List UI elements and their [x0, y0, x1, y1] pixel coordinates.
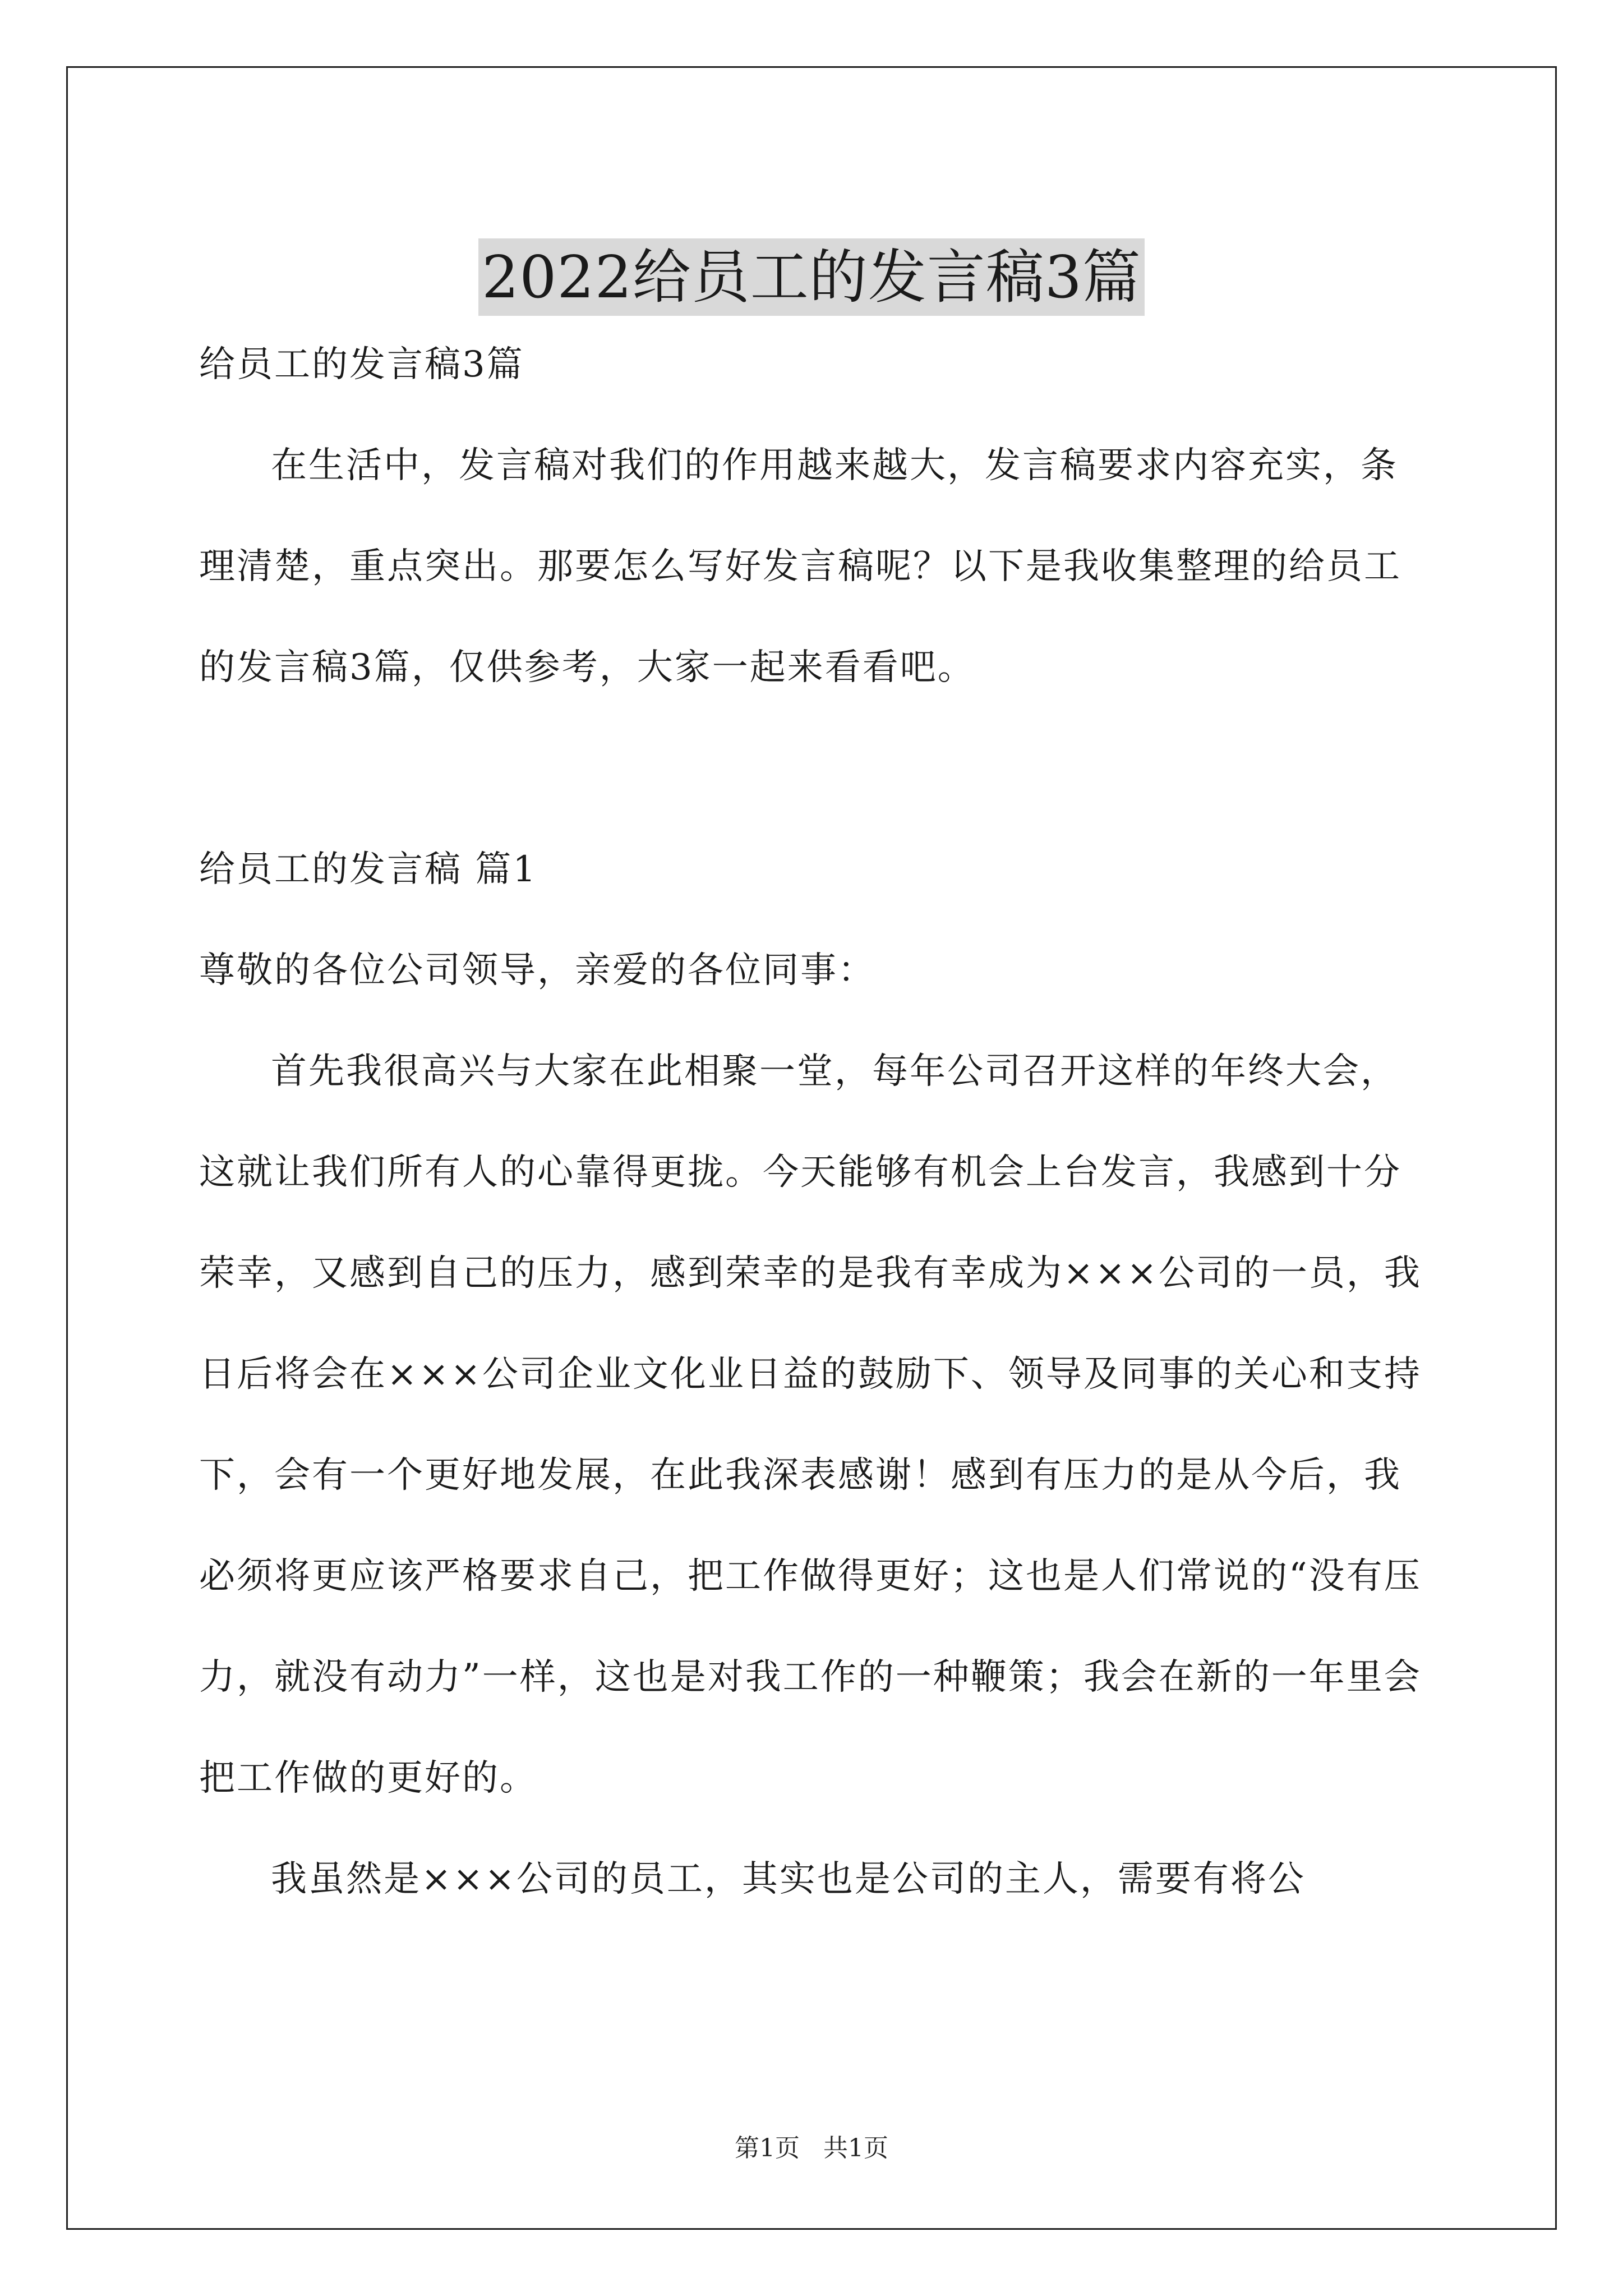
document-subtitle: 给员工的发言稿3篇: [199, 344, 524, 385]
document-title: 2022给员工的发言稿3篇: [478, 238, 1145, 316]
page-number-current: 第1页: [735, 2134, 800, 2162]
body-paragraph-1: 首先我很高兴与大家在此相聚一堂，每年公司召开这样的年终大会，这就让我们所有人的心靠得更拢。今天能够有机会上台发言，我感到十分荣幸，又感到自己的压力，感到荣幸的是我有幸成为×××公司的一员，我日后将会在×××公司企业文化业日益的鼓励下、领导及同事的关心和支持下，会有一个更好地发展，在此我深表感谢！感到有压力的是从今后，我必须将更应该严格要求自己，把工作做得更好；这也是人们常说的“没有压力，就没有动力”一样，这也是对我工作的一种鞭策；我会在新的一年里会把工作做的更好的。: [199, 1051, 1422, 1799]
section-heading: 给员工的发言稿 篇1: [199, 849, 538, 890]
body-paragraph-2: 我虽然是×××公司的员工，其实也是公司的主人，需要有将公: [271, 1858, 1306, 1900]
document-body: [199, 314, 1433, 1930]
intro-paragraph: 在生活中，发言稿对我们的作用越来越大，发言稿要求内容充实，条理清楚，重点突出。那要怎么写好发言稿呢？以下是我收集整理的给员工的发言稿3篇，仅供参考，大家一起来看看吧。: [199, 445, 1401, 688]
salutation: 尊敬的各位公司领导，亲爱的各位同事：: [199, 950, 875, 991]
page-footer: [0, 2132, 1623, 2165]
page-number-total: 共1页: [823, 2134, 888, 2162]
